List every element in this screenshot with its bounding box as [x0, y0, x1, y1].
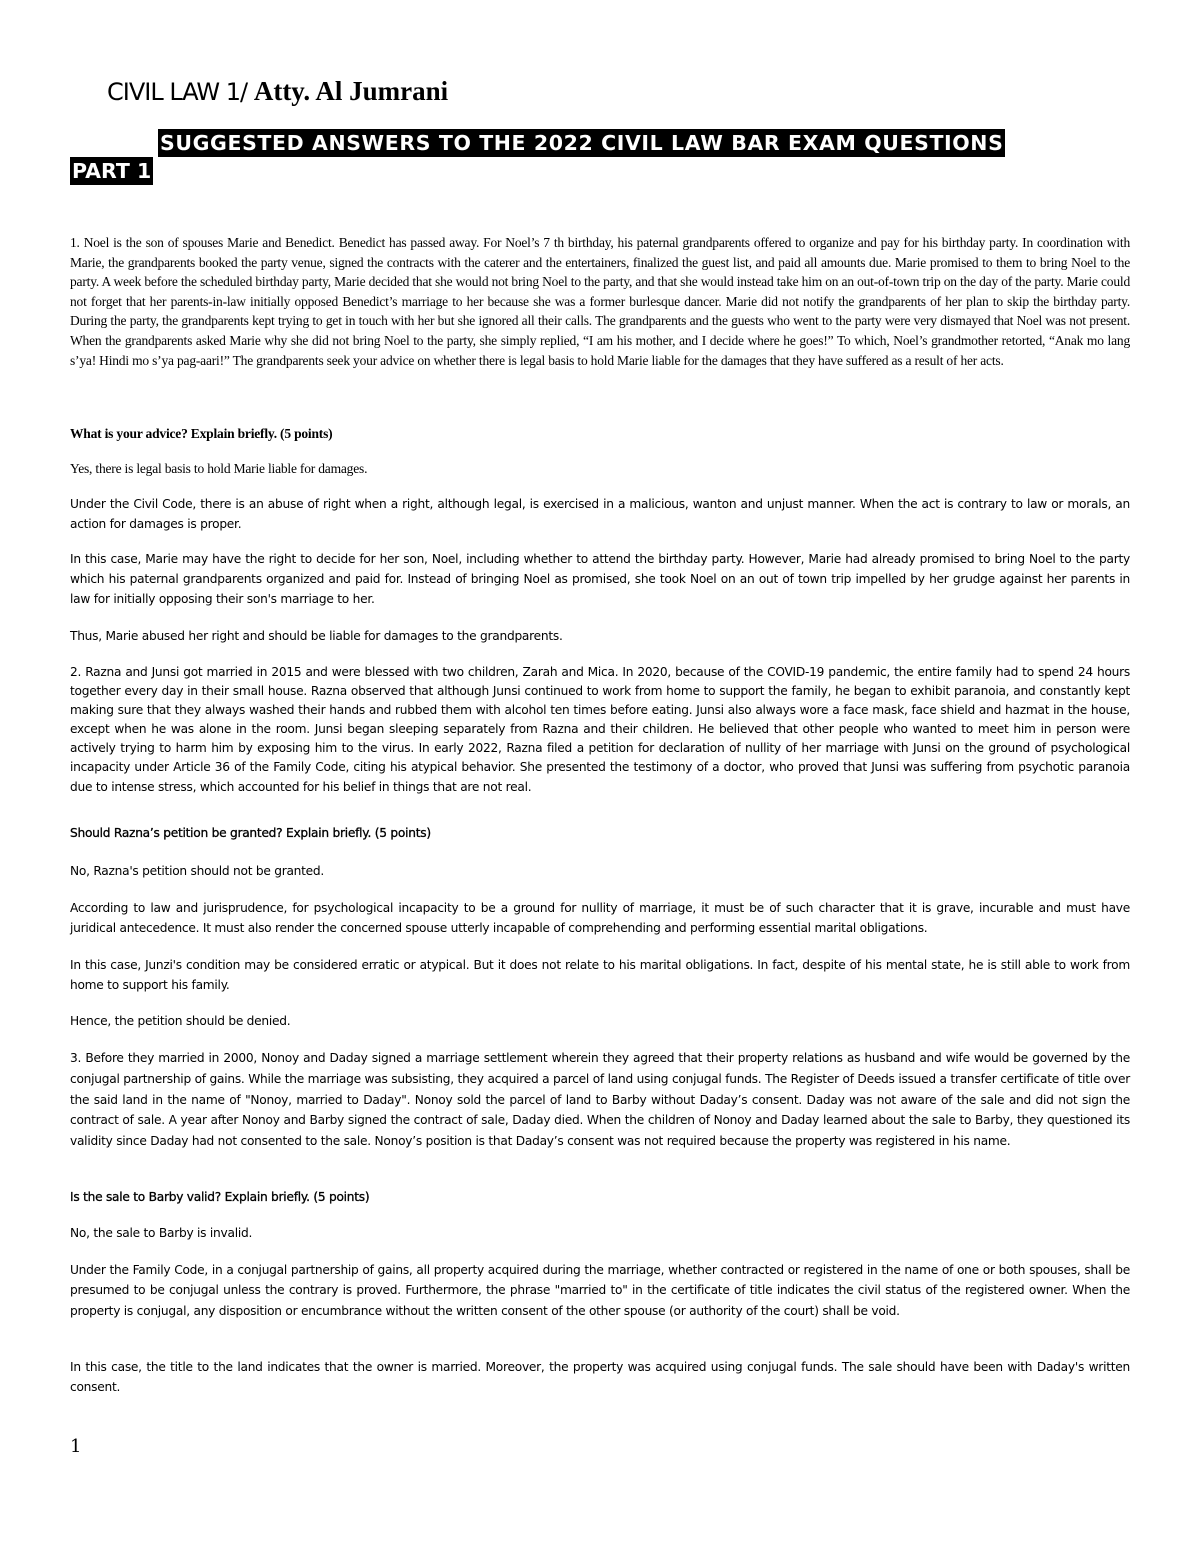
question-2-answer: In this case, Junzi's condition may be considered erratic or atypical. But it does not relate to his marital obligations. In fact, despite of his mental state, he is still able to work from home to support his family.: [70, 958, 1130, 992]
question-2-answer: No, Razna's petition should not be granted.: [70, 864, 325, 878]
question-1-answer: Yes, there is legal basis to hold Marie liable for damages.: [70, 461, 368, 476]
question-2-answer: Hence, the petition should be denied.: [70, 1014, 291, 1028]
question-1-answer: Thus, Marie abused her right and should be liable for damages to the grandparents.: [70, 629, 563, 643]
banner-line-2: PART 1: [72, 159, 152, 183]
question-3-prompt: Is the sale to Barby valid? Explain briefly. (5 points): [70, 1190, 370, 1204]
question-3-text: 3. Before they married in 2000, Nonoy and Daday signed a marriage settlement wherein they agreed that their property relations as husband and wife would be governed by the conjugal partnership of gains. While the marriage was subsisting, they acquired a parcel of land using conjugal funds. The Register of Deeds issued a transfer certificate of title over the said land in the name of "Nonoy, married to Daday". Nonoy sold the parcel of land to Barby without Daday’s consent. Daday was not aware of the sale and did not sign the contract of sale. A year after Nonoy and Barby signed the contract of sale, Daday died. When the children of Nonoy and Daday learned about the sale to Barby, they questioned its validity since Daday had not consented to the sale. Nonoy’s position is that Daday’s consent was not required because the property was registered in his name.: [70, 1051, 1130, 1149]
question-2-answer: According to law and jurisprudence, for psychological incapacity to be a ground for nullity of marriage, it must be of such character that it is grave, incurable and must have juridical antecedence. It must also render the concerned spouse utterly incapable of comprehending and performing essential marital obligations.: [70, 901, 1130, 935]
page-number: 1: [70, 1436, 82, 1457]
question-1-prompt: What is your advice? Explain briefly. (5 points): [70, 426, 333, 441]
question-1-answer: Under the Civil Code, there is an abuse of right when a right, although legal, is exercised in a malicious, wanton and unjust manner. When the act is contrary to law or morals, an action for damages is proper.: [70, 497, 1130, 531]
question-1-text: 1. Noel is the son of spouses Marie and Benedict. Benedict has passed away. For Noel’s 7 th birthday, his paternal grandparents offered to organize and pay for his birthday party. In coordination with Marie, the grandparents booked the party venue, signed the contracts with the caterer and the entertainers, finalized the guest list, and paid all amounts due. Marie promised to them to bring Noel to the party. A week before the scheduled birthday party, Marie decided that she would not bring Noel to the party, and that she would instead take him on an out-of-town trip on the day of the party. Marie could not forget that her parents-in-law initially opposed Benedict’s marriage to her because she was a former burlesque dancer. Marie did not notify the grandparents of her plan to skip the birthday party. During the party, the grandparents kept trying to get in touch with her but she ignored all their calls. The grandparents and the guests who went to the party were very dismayed that Noel was not present. When the grandparents asked Marie why she did not bring Noel to the party, she simply replied, “I am his mother, and I decide where he goes!” To which, Noel’s grandmother retorted, “Anak mo lang s’ya! Hindi mo s’ya pag-aari!” The grandparents seek your advice on whether there is legal basis to hold Marie liable for the damages that they have suffered as a result of her acts.: [70, 235, 1130, 368]
course-title: CIVIL LAW 1/: [107, 78, 248, 106]
document-header: [107, 76, 448, 107]
question-2-prompt: Should Razna’s petition be granted? Explain briefly. (5 points): [70, 826, 431, 840]
question-3-answer: Under the Family Code, in a conjugal partnership of gains, all property acquired during the marriage, whether contracted or registered in the name of one or both spouses, shall be presumed to be conjugal unless the contrary is proved. Furthermore, the phrase "married to" in the certificate of title indicates the civil status of the registered owner. When the property is conjugal, any disposition or encumbrance without the written consent of the other spouse (or authority of the court) shall be void.: [70, 1263, 1130, 1318]
banner-line-1: SUGGESTED ANSWERS TO THE 2022 CIVIL LAW BAR EXAM QUESTIONS: [160, 131, 1004, 155]
professor-name: Atty. Al Jumrani: [253, 76, 449, 106]
question-3-answer: No, the sale to Barby is invalid.: [70, 1226, 253, 1240]
question-3-answer: In this case, the title to the land indicates that the owner is married. Moreover, the property was acquired using conjugal funds. The sale should have been with Daday's written consent.: [70, 1360, 1130, 1394]
question-1-answer: In this case, Marie may have the right to decide for her son, Noel, including whether to attend the birthday party. However, Marie had already promised to bring Noel to the party which his paternal grandparents organized and paid for. Instead of bringing Noel as promised, she took Noel on an out of town trip impelled by her grudge against her parents in law for initially opposing their son's marriage to her.: [70, 552, 1130, 606]
question-2-text: 2. Razna and Junsi got married in 2015 and were blessed with two children, Zarah and Mica. In 2020, because of the COVID-19 pandemic, the entire family had to spend 24 hours together every day in their small house. Razna observed that although Junsi continued to work from home to support the family, he began to exhibit paranoia, and constantly kept making sure that they always washed their hands and rubbed them with alcohol ten times before eating. Junsi also always wore a face mask, face shield and hazmat in the house, except when he was alone in the room. Junsi began sleeping separately from Razna and their children. He believed that other people who wanted to meet him in person were actively trying to harm him by exposing him to the virus. In early 2022, Razna filed a petition for declaration of nullity of her marriage with Junsi on the ground of psychological incapacity under Article 36 of the Family Code, citing his atypical behavior. She presented the testimony of a doctor, who proved that Junsi was suffering from psychotic paranoia due to intense stress, which accounted for his belief in things that are not real.: [70, 665, 1130, 794]
